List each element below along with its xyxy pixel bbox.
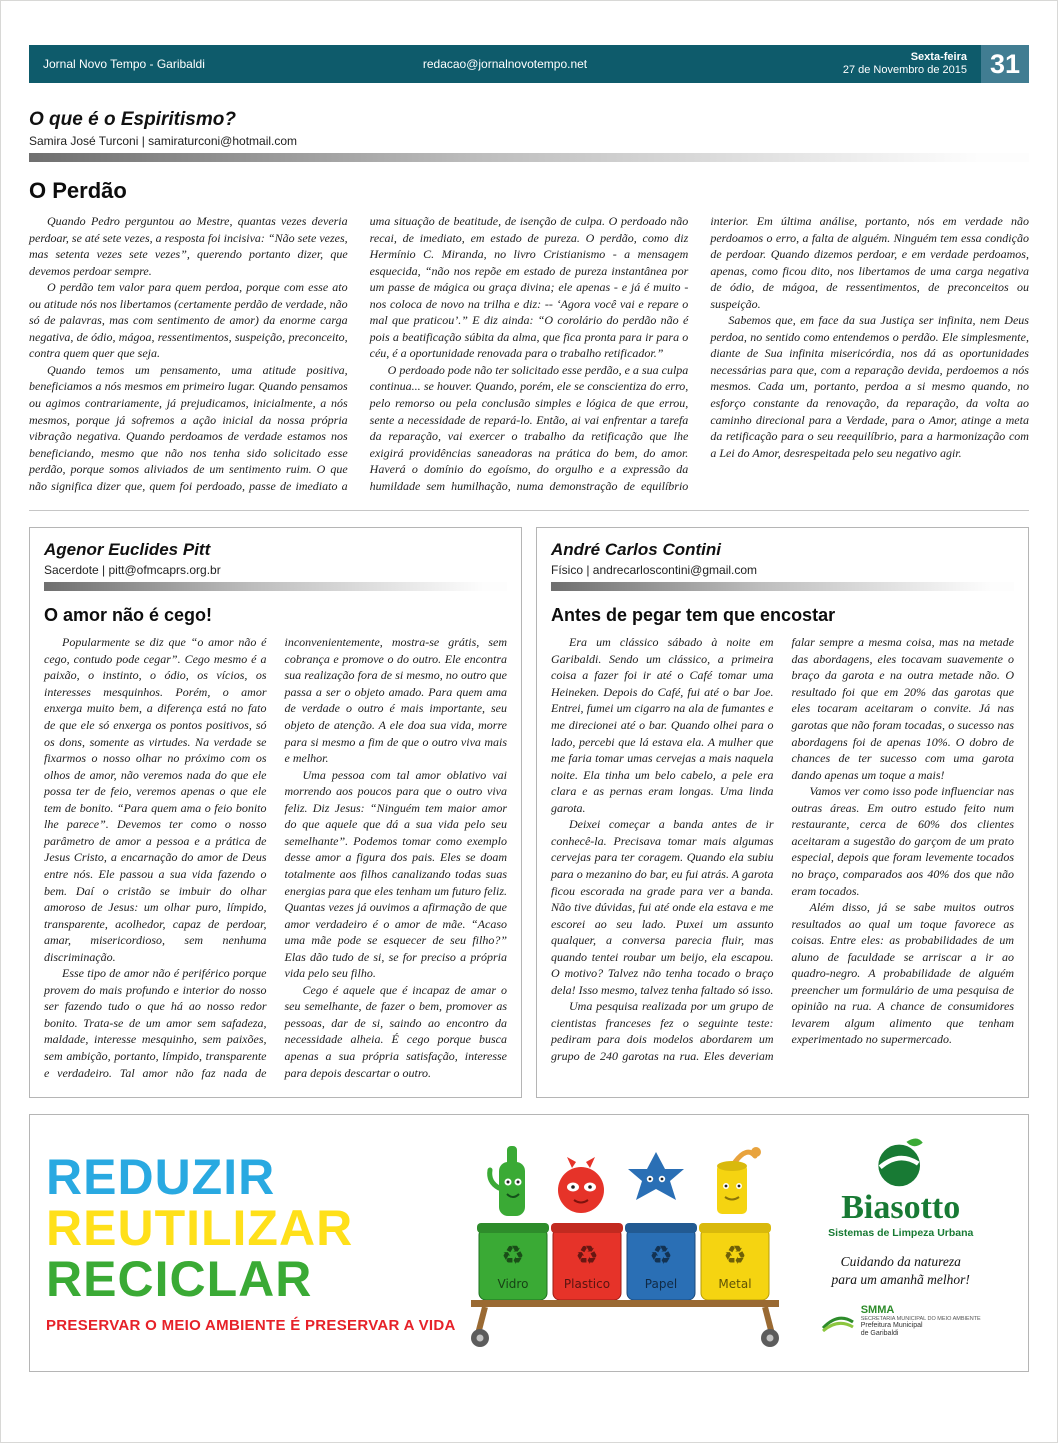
recycling-advertisement: [29, 1114, 1029, 1372]
smma-caption: SECRETARIA MUNICIPAL DO MEIO AMBIENTE: [860, 1316, 981, 1323]
articles-row: [29, 527, 1029, 1098]
ad-words: [46, 1127, 461, 1359]
article-paragraph: Quando temos um pensamento, uma atitude positiva, beneficiamos a nós mesmos em primeiro lugar. Quando pensamos ou agimos contrariamente, já prejudicamos, inicialmente, a nós mesmos, porque já sofremos a ação inicial da nossa própria vibração negativa. Quando perdoamos de verdade estamos nos beneficiando, mesmo que não nos tenha sido solicitado esse perdão, porque somos aliviados de um sentimento ruim. O que não significa dizer que, quem foi perdoado, passe de imediato a uma situação de beatitude, de isenção de culpa. O perdoado não recai, de imediato, em estado de pureza. O perdão, como diz Hermínio C. Miranda, no livro Cristianismo - a mensagem esquecida, “não nos repõe em estado de pureza instantânea por um passe de mágica ou graça divina; ele apenas - e já é muito - nos coloca de novo na trilha e diz: -- ‘Agora você vai e repare o mal que praticou’.” E diz ainda: “O corolário do perdão não é pois a beatificação súbita da alma, que fica pronta para ir para o céu, é a oportunidade renovada para o trabalho retificador.”: [29, 214, 689, 493]
ad-word-reduzir: REDUZIR: [46, 1149, 276, 1206]
smma-texts: [861, 1304, 981, 1338]
tagline-line2: para um amanhã melhor!: [831, 1271, 970, 1287]
author-byline: Samira José Turconi | samiraturconi@hotmail.com: [29, 134, 298, 148]
author-byline: Sacerdote | pitt@ofmcaprs.org.br: [44, 563, 221, 578]
recycle-bin-vidro: [477, 1223, 549, 1300]
bin-label: Plastico: [564, 1277, 611, 1292]
recycle-symbol-icon: ♻: [723, 1241, 748, 1272]
mascot-bag-icon: [558, 1157, 604, 1213]
recycle-symbol-icon: ♻: [649, 1241, 674, 1272]
smma-city-line1: Prefeitura Municipal: [860, 1322, 923, 1330]
gradient-rule: [29, 153, 1029, 162]
section-espiritismo: [29, 109, 1029, 494]
recycling-cart-illustration: [469, 1136, 781, 1350]
section-title: O que é o Espiritismo?: [29, 109, 236, 130]
author-name: André Carlos Contini: [551, 540, 722, 560]
gradient-rule: [551, 582, 1014, 591]
biasotto-logo: [872, 1131, 930, 1189]
section-divider: [29, 510, 1029, 511]
ad-word-reciclar: RECICLAR: [46, 1251, 313, 1308]
article-box-amor: [29, 527, 522, 1098]
ad-slogan: PRESERVAR O MEIO AMBIENTE É PRESERVAR A VIDA: [46, 1317, 456, 1335]
smma-logo: [821, 1310, 855, 1332]
article-paragraph: Vamos ver como isso pode influenciar nas outras áreas. Em outro estudo feito num restaurante, cerca de 60% dos clientes aceitaram a sugestão do garçom de um prato especial, depois que foram levemente tocados no braço, comparados aos 40% dos que não eram tocados.: [791, 784, 1014, 898]
article-paragraph: Era um clássico sábado à noite em Garibaldi. Sendo um clássico, a primeira coisa a fazer foi ir até o Café tomar uma Heineken. Depois do Café, fui até o bar Joe. Entrei, fumei um cigarro na ala de fumantes e me direcionei até o bar. Quando olhei para o lado, percebi que lá estava ela. A mulher que me faria tomar umas cervejas a mais naquela noite. Ela tinha um belo cabelo, a pele era clara e as pernas eram longas. Uma linda garota.: [551, 635, 774, 815]
smma-city: [861, 1322, 981, 1337]
gradient-rule: [44, 582, 507, 591]
recycle-bin-papel: [625, 1223, 697, 1300]
smma-acronym: SMMA: [860, 1304, 895, 1317]
ad-word-reutilizar: REUTILIZAR: [46, 1200, 354, 1257]
article-paragraph: Uma pessoa com tal amor oblativo vai morrendo aos poucos para que o outro viva feliz. Diz Jesus: “Ninguém tem maior amor do que aquele que dá a sua vida pelo seu semelhante”. Podemos tomar como exemplo desse amor a figura dos pais. Eles se doam totalmente aos filhos canalizando todas suas energias para que eles tenham um futuro feliz. Quantas vezes já ouvimos a afirmação de que amor verdadeiro é o amor de mãe. “Acaso uma mãe pode se esquecer de seu filho?” Elas dão tudo de si, se for preciso a própria vida pelo seu filho.: [284, 767, 507, 981]
article-paragraph: O perdão tem valor para quem perdoa, porque com esse ato ou atitude nós nos libertamos (certamente perdão de verdade, não só de palavras, mas com sentimento de amor) da enorme carga negativa, de ódio, mágoa, ressentimentos, suspeição, preconceito, contra quem quer que seja.: [29, 280, 348, 361]
brand-subtitle: Sistemas de Limpeza Urbana: [828, 1227, 974, 1240]
page-header-bar: [29, 45, 1029, 83]
recycle-symbol-icon: ♻: [575, 1241, 600, 1272]
brand-tagline: [832, 1253, 970, 1288]
mascot-bottle-icon: [490, 1146, 525, 1216]
author-byline: Físico | andrecarloscontini@gmail.com: [551, 563, 758, 578]
cart-frame: [471, 1300, 779, 1347]
article-title-amor: O amor não é cego!: [44, 605, 213, 626]
mascot-paper-icon: [628, 1152, 684, 1200]
recycle-bin-plastico: [551, 1223, 623, 1300]
smma-city-line2: de Garibaldi: [860, 1329, 899, 1337]
article-paragraph: Popularmente se diz que “o amor não é cego, contudo pode cegar”. Cego mesmo é a paixão, o instinto, o ódio, os vícios, os interesses mesquinhos. Porém, o amor enxerga muito bem, a diferença está no fato de que ele só enxerga os pontos positivos, só os dons, somente as virtudes. Na verdade se fixarmos o nosso olhar no próximo com os olhos de amor, não veremos nada do que ele possa ter de feio, veremos apenas o que ele tem de bonito. “Para quem ama o feio bonito lhe parece”. Devemos ter como o nosso parâmetro de amor a pessoa e a prática de Jesus Cristo, a encarnação do amor de Deus entre nós. Ele passou a sua vida fazendo o bem. Daí o cristão se imbuir do olhar amoroso de Jesus: um olhar puro, límpido, transparente, acolhedor, capaz de perdoar, amar, misericordioso, sem nenhuma discriminação.: [44, 635, 267, 964]
article-title-perdao: O Perdão: [29, 178, 127, 203]
tagline-line1: Cuidando da natureza: [840, 1254, 961, 1270]
article-paragraph: Além disso, já se sabe muitos outros resultados ao qual um toque favorece as coisas. Entre eles: as probabilidades de um aluno de faculdade se arriscar a ir ao quadro-negro. A probabilidade de alguém preencher um formulário de uma pesquisa de opinião na rua. A chance de consumidores levarem algum alimento que tenham experimentado no supermercado.: [791, 900, 1014, 1047]
bin-label: Papel: [645, 1277, 678, 1292]
article-body-amor: [44, 634, 507, 1081]
ad-brand-column: [789, 1127, 1012, 1359]
article-body-perdao: [29, 213, 1029, 494]
article-paragraph: Cego é aquele que é incapaz de amar o seu semelhante, de fazer o bem, promover as pessoas, dar de si, saindo ao encontro da necessidade alheia. É cego porque busca apenas a sua própria satisfação, interesse para depois descartar o outro.: [284, 982, 507, 1080]
article-paragraph: Sabemos que, em face da sua Justiça ser infinita, nem Deus perdoa, no sentido como entendemos o perdão. Ele simplesmente, diante de Sua infinita misericórdia, nos dá as oportunidades necessárias para que, com a reparação devida, perdoemos a nós mesmos. Cada um, portanto, perdoa a si mesmo quando, no esforço constante da renovação, da reparação, da volta ao caminho direcional para a Verdade, para o Amor, atinge a meta da retificação para o seu reequilíbrio, para a harmonização com a Lei do Amor, desrespeitada pelo seu negativo agir.: [710, 313, 1029, 460]
bin-label: Vidro: [497, 1277, 529, 1292]
mascot-can-icon: [717, 1147, 761, 1214]
article-paragraph: Esse tipo de amor não é periférico porque provem do mais profundo e interior do nosso ser fazendo tudo o que há ao nosso redor bonito. Trata-se de um amor sem safadeza, maldade, interesse mesquinho, sem paixões, sem ambição, portanto, límpido, transparente e verdadeiro. Tal amor não faz nada de inconvenientemente, mostra-se grátis, sem cobrança e promove o do outro. Ele encontra sua realização fora de si mesmo, no outro que passa a ser o objeto amado. Para quem ama de verdade o outro é mais importante, seu objeto de atenção. A ele doa sua vida, morre para si mesmo a fim de que o outro viva mais e melhor.: [44, 635, 507, 1080]
article-body-encostar: [551, 634, 1014, 1064]
article-box-encostar: [536, 527, 1029, 1098]
brand-name: Biasotto: [841, 1189, 961, 1227]
recycle-bin-metal: [699, 1223, 771, 1300]
article-paragraph: Quando Pedro perguntou ao Mestre, quantas vezes deveria perdoar, se até sete vezes, a resposta foi incisiva: “Não sete vezes, mas setenta vezes sete vezes”, querendo portanto dizer, que devemos perdoar sempre.: [29, 214, 348, 278]
article-paragraph: Deixei começar a banda antes de ir conhecê-la. Precisava tomar mais algumas cervejas para ter coragem. Quando ela subiu para o mezanino do bar, eu fui atrás. A garota ficou escorada na grade para ver a banda. Não tive dúvidas, fui até onde ela estava e me escorei ao seu lado. Puxei um assunto qualquer, a conversa parecia fluir, mas quando tentei roubar um beijo, ela escapou. O motivo? Talvez não tenha tocado o braço dela! Isso mesmo, talvez tenha faltado só isso.: [551, 817, 774, 997]
bin-label: Metal: [718, 1277, 753, 1292]
ad-illustration: [469, 1127, 781, 1359]
recycle-symbol-icon: ♻: [501, 1241, 526, 1272]
article-paragraph: O perdoado pode não ter solicitado esse perdão, e a sua culpa continua... se houver. Quando, porém, ele se conscientiza do erro, pelo remorso ou pela conclusão simples e lógica de que errou, sente a necessidade de repará-lo. Então, ai vai enfrentar a tarefa da reparação, vai exercer o trabalho da retificação que lhe exigirá providências saneadoras na prática do bem, do amor. Haverá o domínio do egoísmo, do orgulho e a expressão da humildade sem humilhação, numa demonstração de equilíbrio interior. Em última análise, portanto, nós em verdade não perdoamos o erro, a falta de alguém. Ninguém tem essa condição de perdoar. Quando dizemos perdoar, e em verdade perdoamos, apenas, como ficou dito, nos libertamos de uma carga negativa de ódio, de mágoa, de ressentimentos, de preconceitos ou suspeição.: [369, 214, 1029, 493]
smma-block: [821, 1304, 981, 1338]
date-full: 27 de Novembro de 2015: [842, 64, 967, 76]
article-title-encostar: Antes de pegar tem que encostar: [551, 605, 836, 626]
date-block: [666, 51, 967, 76]
newspaper-name: Jornal Novo Tempo - Garibaldi: [43, 57, 205, 71]
date-weekday: Sexta-feira: [910, 51, 967, 64]
page-number: 31: [981, 45, 1029, 83]
article-paragraph: Uma pesquisa realizada por um grupo de cientistas franceses fez o seguinte teste: pediram para dois modelos abordarem um grupo de 240 garotas na rua. Eles deveriam falar sempre a mesma coisa, mas na metade das abordagens, eles tocavam suavemente o braço da garota e na outra metade não. O resultado foi que em 20% das garotas que eles tocaram aceitaram o convite. Já nas garotas que não foram tocadas, o sucesso nas abordagens foi de apenas 10%. O dobro de chances de ter sucesso com uma garota dando apenas um toque a mais!: [551, 635, 1014, 1063]
newspaper-email: redacao@jornalnovotempo.net: [422, 57, 588, 71]
author-name: Agenor Euclides Pitt: [44, 540, 211, 560]
header-strip: [29, 45, 981, 83]
